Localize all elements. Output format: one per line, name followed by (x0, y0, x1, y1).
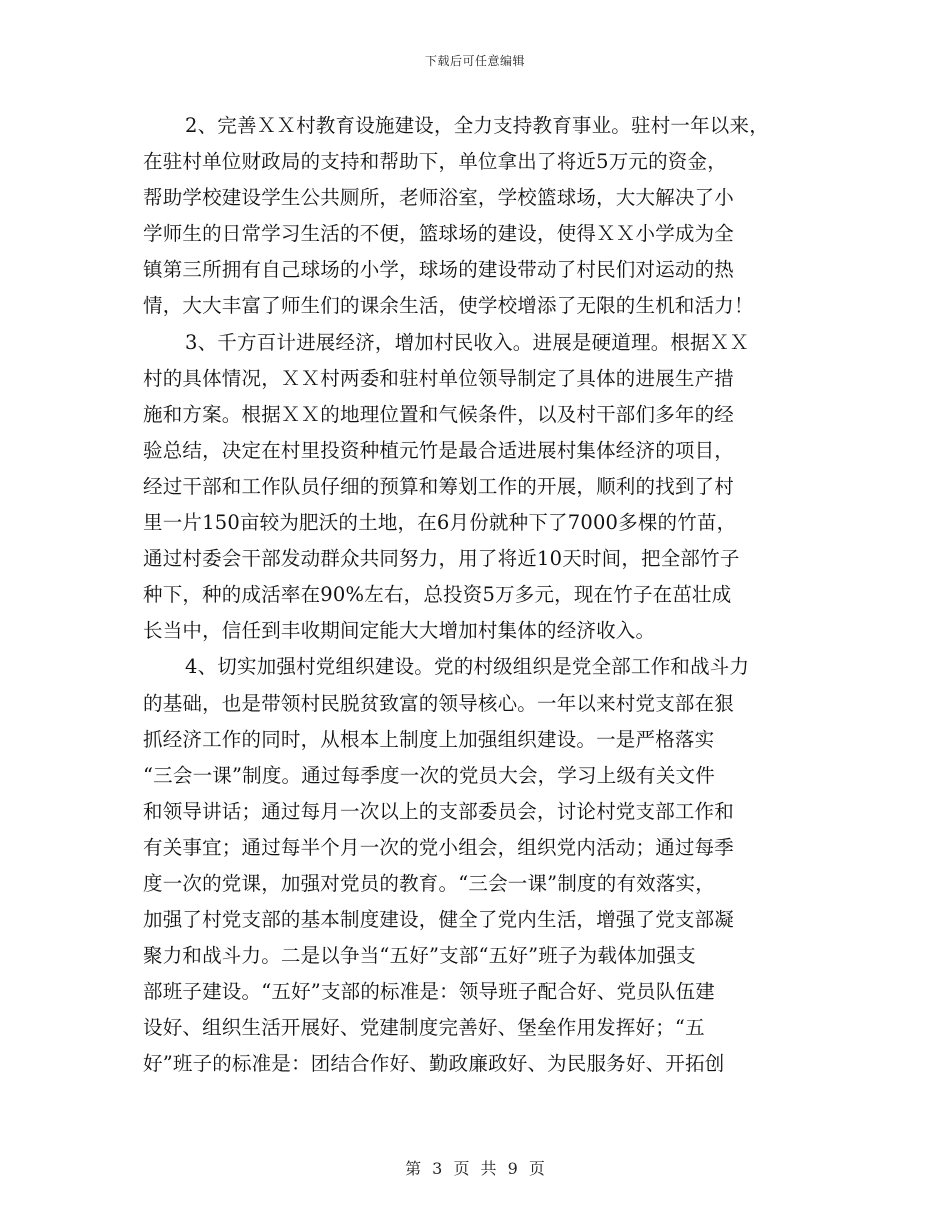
paragraph-line: 里一片150亩较为肥沃的土地，在6月份就种下了7000多棵的竹苗， (143, 511, 737, 535)
paragraph-line: 长当中，信任到丰收期间定能大大增加村集体的经济收入。 (143, 619, 656, 643)
paragraph-line: 通过村委会干部发动群众共同努力，用了将近10天时间，把全部竹子 (143, 547, 740, 571)
paragraph-line: 部班子建设。“五好”支部的标准是：领导班子配合好、党员队伍建 (143, 980, 715, 1004)
paragraph-line: 有关事宜；通过每半个月一次的党小组会，组织党内活动；通过每季 (143, 835, 735, 859)
document-body (143, 108, 833, 1083)
paragraph-line: 验总结，决定在村里投资种植元竹是最合适进展村集体经济的项目， (143, 438, 735, 462)
paragraph-line: 加强了村党支部的基本制度建设，健全了党内生活，增强了党支部凝 (143, 908, 735, 932)
paragraph-line: 情，大大丰富了师生们的课余生活，使学校增添了无限的生机和活力！ (143, 294, 754, 318)
paragraph-line: 村的具体情况，ＸＸ村两委和驻村单位领导制定了具体的进展生产措 (143, 366, 735, 390)
paragraph-line: 的基础，也是带领村民脱贫致富的领导核心。一年以来村党支部在狠 (143, 691, 735, 715)
paragraph-line: 3、千方百计进展经济，增加村民收入。进展是硬道理。根据ＸＸ (185, 330, 750, 354)
paragraph-line: 施和方案。根据ＸＸ的地理位置和气候条件，以及村干部们多年的经 (143, 402, 735, 426)
paragraph-line: 抓经济工作的同时，从根本上制度上加强组织建设。一是严格落实 (143, 727, 715, 751)
paragraph-line: 度一次的党课，加强对党员的教育。“三会一课”制度的有效落实， (143, 871, 715, 895)
paragraph-line: 帮助学校建设学生公共厕所，老师浴室，学校篮球场，大大解决了小 (143, 186, 735, 210)
paragraph-line: “三会一课”制度。通过每季度一次的党员大会，学习上级有关文件 (143, 763, 715, 787)
paragraph-line: 4、切实加强村党组织建设。党的村级组织是党全部工作和战斗力 (185, 655, 750, 679)
paragraph-line: 学师生的日常学习生活的不便，篮球场的建设，使得ＸＸ小学成为全 (143, 222, 735, 246)
paragraph-line: 聚力和战斗力。二是以争当“五好”支部“五好”班子为载体加强支 (143, 944, 696, 968)
paragraph-line: 经过干部和工作队员仔细的预算和筹划工作的开展，顺利的找到了村 (143, 474, 735, 498)
page-number-footer: 第 3 页 共 9 页 (405, 1159, 545, 1178)
paragraph-line: 好”班子的标准是：团结合作好、勤政廉政好、为民服务好、开拓创 (143, 1052, 725, 1076)
paragraph-line: 2、完善ＸＸ村教育设施建设，全力支持教育事业。驻村一年以来， (185, 114, 769, 137)
page-header-note: 下载后可任意编辑 (424, 54, 525, 68)
paragraph-line: 种下，种的成活率在90%左右，总投资5万多元，现在竹子在茁壮成 (143, 583, 732, 607)
paragraph-line: 在驻村单位财政局的支持和帮助下，单位拿出了将近5万元的资金， (143, 150, 727, 174)
paragraph-line: 设好、组织生活开展好、党建制度完善好、堡垒作用发挥好；“五 (143, 1016, 705, 1040)
paragraph-line: 镇第三所拥有自己球场的小学，球场的建设带动了村民们对运动的热 (143, 258, 735, 282)
paragraph-line: 和领导讲话；通过每月一次以上的支部委员会，讨论村党支部工作和 (143, 799, 735, 823)
